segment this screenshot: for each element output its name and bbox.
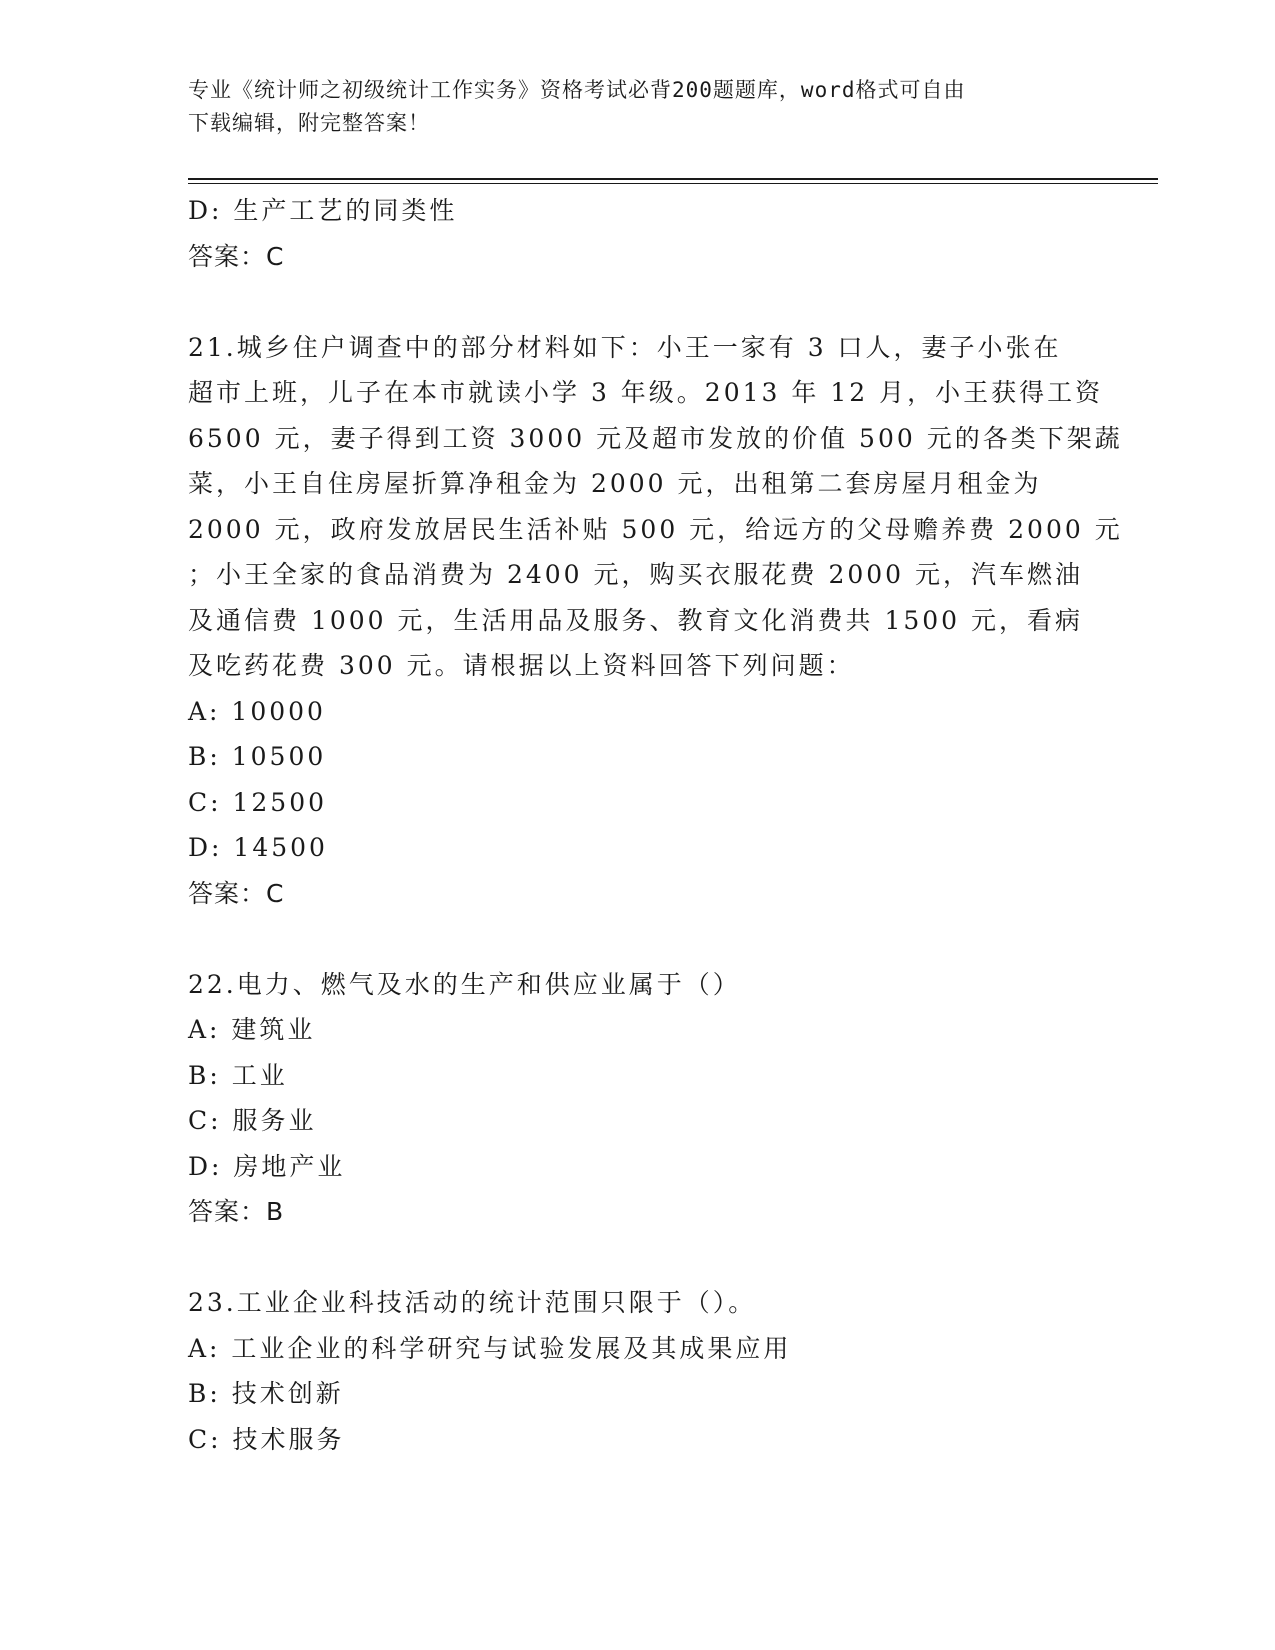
question-stem-line: 菜，小王自住房屋折算净租金为 2000 元，出租第二套房屋月租金为 [188,469,1042,498]
spacer [188,1235,1088,1281]
header-divider-thin [188,183,1158,184]
question-stem: 22.电力、燃气及水的生产和供应业属于（） [188,969,741,999]
answer-line: 答案：C [188,241,285,271]
option-a: A: 10000 [188,696,326,726]
question-20-tail [188,188,1088,279]
question-stem-line: 6500 元，妻子得到工资 3000 元及超市发放的价值 500 元的各类下架蔬 [188,423,1123,453]
answer-line: 答案：B [188,1197,285,1226]
option-c: C: 服务业 [188,1106,317,1135]
question-stem-line: 超市上班，儿子在本市就读小学 3 年级。2013 年 12 月，小王获得工资 [188,378,1104,407]
header-line-2: 下载编辑，附完整答案！ [188,111,430,135]
answer-line: 答案：C [188,878,285,908]
question-stem-line: 及吃药花费 300 元。请根据以上资料回答下列问题： [188,651,855,680]
question-stem: 23.工业企业科技活动的统计范围只限于（）。 [188,1288,757,1317]
option-c: C: 技术服务 [188,1424,345,1454]
question-23 [188,1280,1088,1462]
option-b: B: 技术创新 [188,1379,344,1408]
question-21 [188,325,1123,917]
option-d: D: 生产工艺的同类性 [188,196,458,225]
question-22 [188,962,1088,1235]
option-d: D: 房地产业 [188,1151,346,1181]
option-b: B: 10500 [188,742,327,771]
option-d: D: 14500 [188,833,328,862]
question-stem-line: 21.城乡住户调查中的部分材料如下：小王一家有 3 口人，妻子小张在 [188,332,1062,362]
spacer [188,279,1088,325]
question-list [188,188,1123,1462]
option-c: C: 12500 [188,787,328,817]
question-stem-line: 2000 元，政府发放居民生活补贴 500 元，给远方的父母赡养费 2000 元 [188,514,1123,544]
option-a: A: 工业企业的科学研究与试验发展及其成果应用 [188,1333,792,1363]
option-b: B: 工业 [188,1060,288,1090]
spacer [188,916,1088,962]
header-line-1: 专业《统计师之初级统计工作实务》资格考试必背200题题库，word格式可自由 [188,78,966,102]
document-header [188,74,1088,140]
question-stem-line: ；小王全家的食品消费为 2400 元，购买衣服花费 2000 元，汽车燃油 [188,560,1084,589]
header-divider-thick [188,178,1158,180]
question-stem-line: 及通信费 1000 元，生活用品及服务、教育文化消费共 1500 元，看病 [188,605,1084,635]
option-a: A: 建筑业 [188,1015,316,1044]
